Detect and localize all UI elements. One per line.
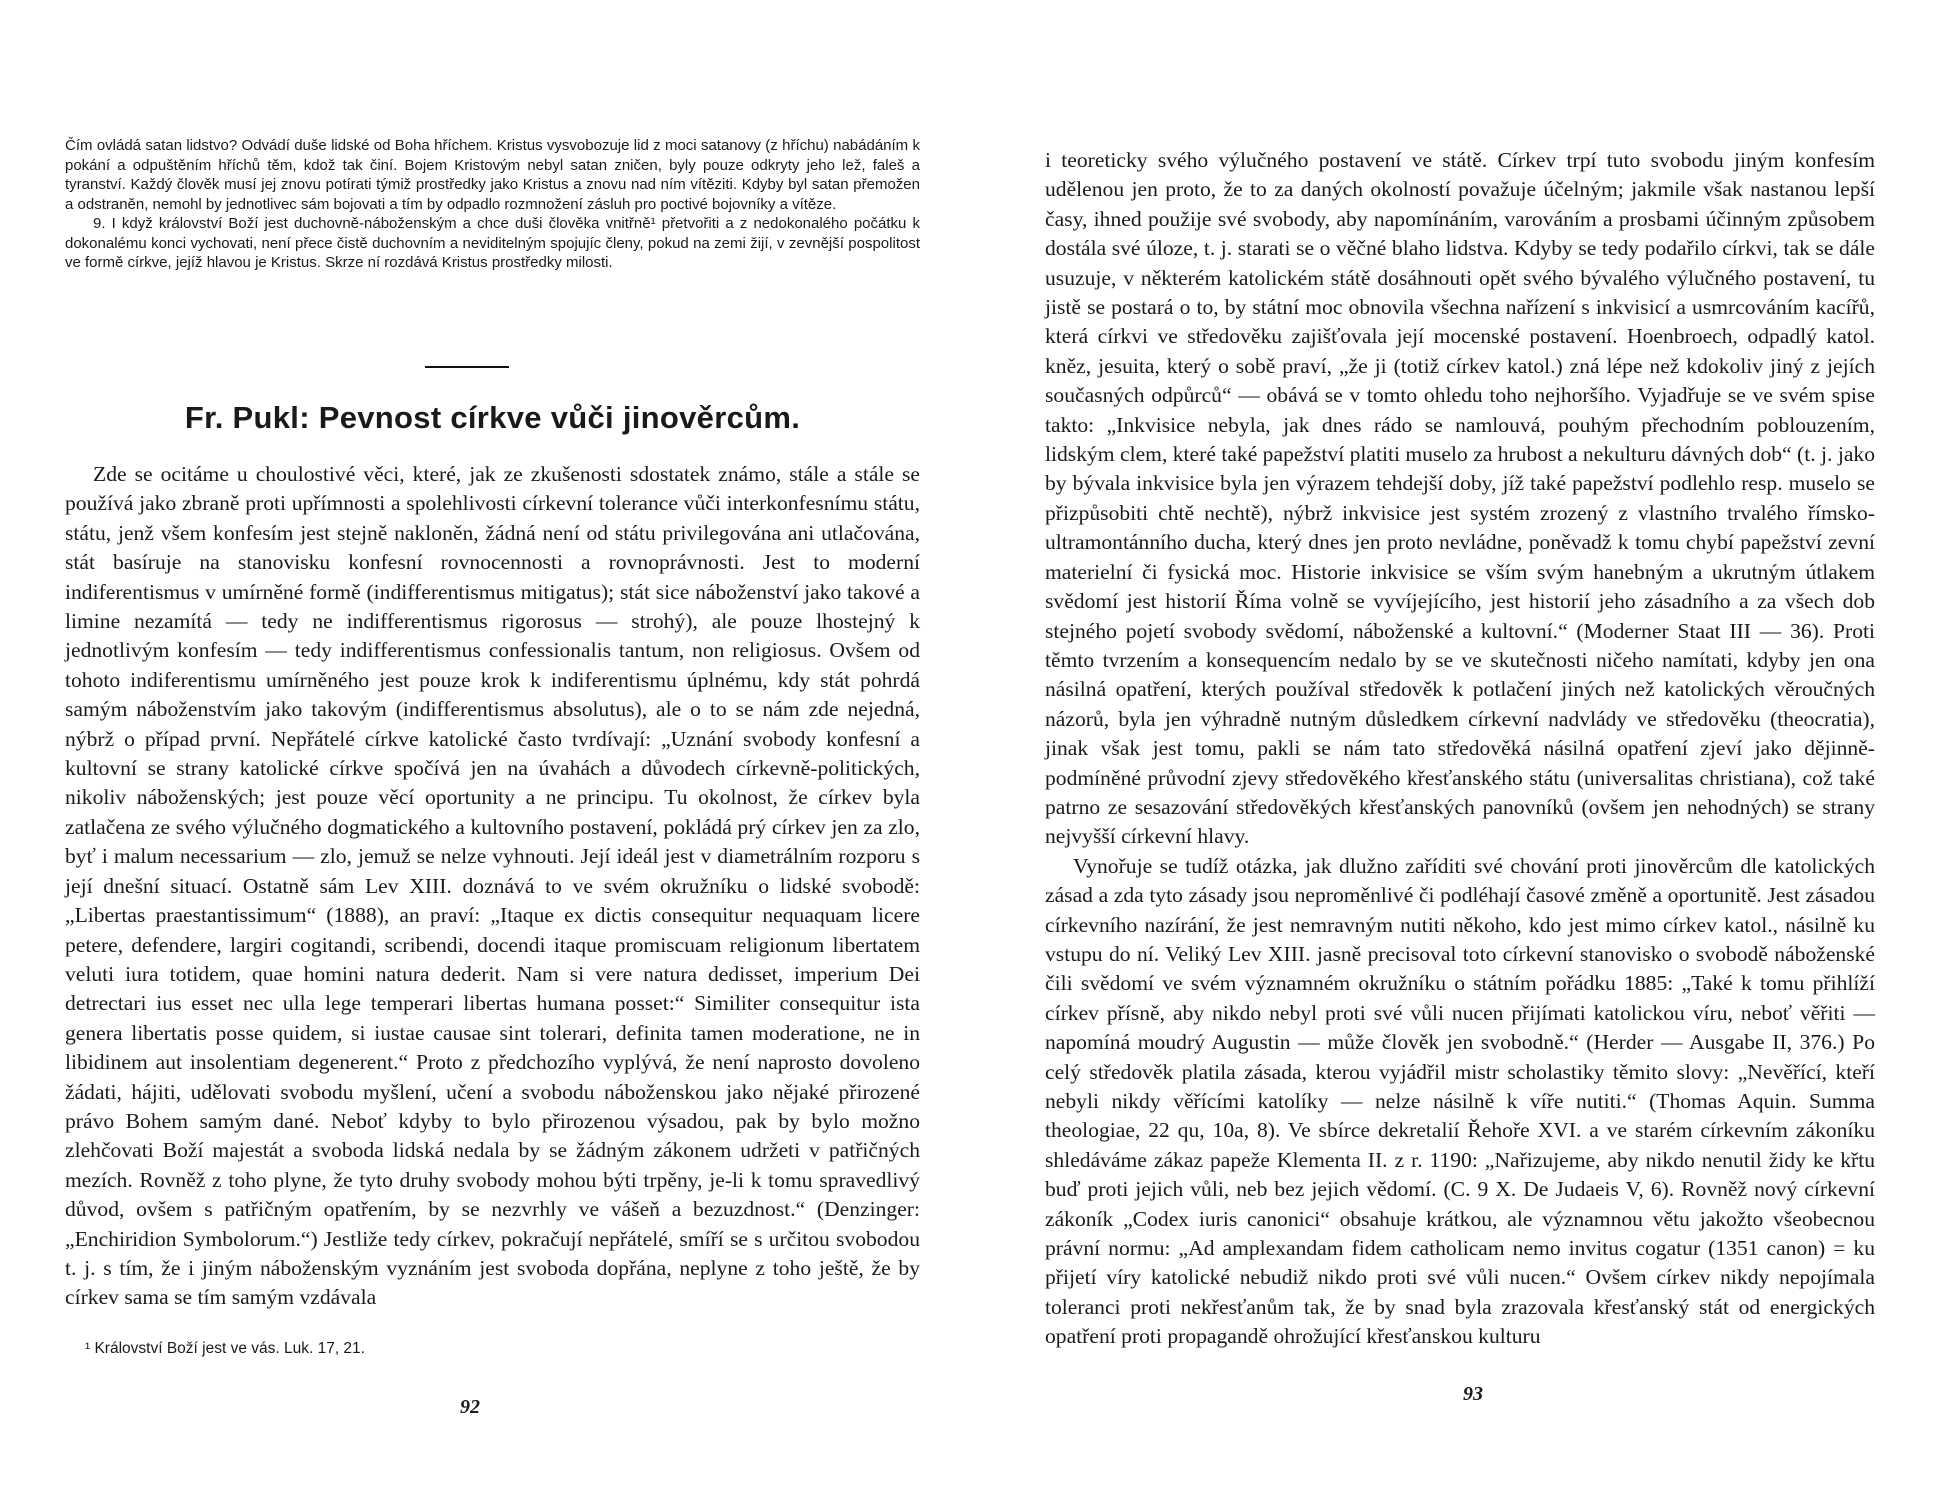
footnote: ¹ Království Boží jest ve vás. Luk. 17, 21. (85, 1340, 365, 1357)
article-title: Fr. Pukl: Pevnost církve vůči jinověrcům. (184, 400, 801, 435)
article-body-left (65, 460, 920, 1313)
body-paragraph: Zde se ocitáme u choulostivé věci, které, jak ze zkušenosti sdostatek známo, stále a stále se používá jako zbraně proti upřímnosti a spolehlivosti církevní tolerance vůči interkonfesnímu státu, státu, jenž všem konfesím jest stejně nakloněn, žádná není od státu privilegována ani utlačována, stát basíruje na stanovisku konfesní rovnocennosti a rovnoprávnosti. Jest to moderní indiferentismus v umírněné formě (indifferentismus mitigatus); stát sice náboženství jako takové a limine nezamítá — tedy ne indifferentismus rigorosus — strohý), ale pouze lhostejný k jednotlivým konfesím — tedy indifferentismus confessionalis tantum, non religiosus. Ovšem od tohoto indiferentismu umírněného jest pouze krok k indiferentismu úplnému, kdy stát pohrdá samým náboženstvím jako takovým (indifferentismus absolutus), ale o to se nám zde nejedná, nýbrž o případ první. Nepřátelé církve katolické často tvrdívají: „Uznání svobody konfesní a kultovní se strany katolické církve spočívá jen na úvahách a důvodech církevně-politických, nikoliv náboženských; jest pouze věcí oportunity a ne principu. Tu okolnost, že církev byla zatlačena ze svého výlučného dogmatického a kultovního postavení, pokládá prý církev jen za zlo, byť i malum necessarium — zlo, jemuž se nelze vyhnouti. Její ideál jest v diametrálním rozporu s její dnešní situací. Ostatně sám Lev XIII. doznává to ve svém okružníku o lidské svobodě: „Libertas praestantissimum“ (1888), an praví: „Itaque ex dictis consequitur nequaquam licere petere, defendere, largiri cogitandi, scribendi, docendi itaque promiscuam religionum libertatem veluti iura totidem, quae homini natura dederit. Nam si vere natura dedisset, imperium Dei detrectari ius esset nec ulla lege temperari libertas humana posset:“ Similiter consequitur ista genera libertatis posse quidem, si iustae causae sint tolerari, definita tamen moderatione, ne in libidinem aut insolentiam degenerent.“ Proto z předchozího vyplývá, že není naprosto dovoleno žádati, hájiti, udělovati svobodu myšlení, učení a svobodu náboženskou jako nějaké přirozené právo Bohem samým dané. Neboť kdyby to bylo přirozenou výsadou, pak by bylo možno zlehčovati Boží majestát a svoboda lidská nedala by se žádným zákonem udržeti v patřičných mezích. Rovněž z toho plyne, že tyto druhy svobody mohou býti trpěny, je-li k tomu spravedlivý důvod, ovšem s patřičným opatřením, by se nezvrhly ve vášeň a bezuzdnost.“ (Denzinger: „Enchiridion Symbolorum.“) Jestliže tedy církev, pokračují nepřátelé, smíří se s určitou svobodou t. j. s tím, že i jiným náboženským vyznáním jest svoboda dopřána, neplyne z toho ještě, že by církev sama se tím samým vzdávala (65, 462, 920, 1310)
notes-paragraph: 9. I když království Boží jest duchovně-náboženským a chce duši člověka vnitřně¹ přetvořiti a z nedokonalého počátku k dokonalému konci vychovati, není přece čistě duchovním a neviditelným spojujíc členy, pokud na zemi žijí, v zevnější pospolitost ve formě církve, jejíž hlavou je Kristus. Skrze ní rozdává Kristus prostředky milosti. (65, 215, 920, 271)
article-body-right (1045, 146, 1875, 1352)
notes-paragraph: Čím ovládá satan lidstvo? Odvádí duše lidské od Boha hříchem. Kristus vysvobozuje lid z moci satanovy (z hříchu) nabádáním k pokání a odpuštěním hříchů těm, kdož tak činí. Bojem Kristovým nebyl satan zničen, byly pouze odkryty jeho lež, faleš a tyranství. Každý člověk musí jej znovu potírati týmiž prostředky jako Kristus a znovu nad ním vítěziti. Kdyby byl satan přemožen a odstraněn, nemohl by jednotlivec sám bojovati a tím by odpadlo rozmnožení zásluh pro poctivé bojovníky a vítěze. (65, 137, 920, 213)
body-paragraph: Vynořuje se tudíž otázka, jak dlužno zaříditi své chování proti jinověrcům dle katolických zásad a zda tyto zásady jsou neproměnlivé či podléhají časové změně a oportunitě. Jest zásadou církevního nazírání, že jest nemravným nutiti někoho, kdo jest mimo církev katol., násilně ku vstupu do ní. Veliký Lev XIII. jasně precisoval toto církevní stanovisko o svobodě náboženské čili svědomí ve svém významném okružníku o státním pořádku 1885: „Také k tomu přihlíží církev přísně, aby nikdo nebyl proti své vůli nucen přijímati katolickou víru, neboť věřiti — napomíná moudrý Augustin — může člověk jen svobodně.“ (Herder — Ausgabe II, 376.) Po celý středověk platila zásada, kterou vyjádřil mistr scholastiky těmito slovy: „Nevěřící, kteří nebyli nikdy věřícími katolíky — nelze násilně k víře nutiti.“ (Thomas Aquin. Summa theologiae, 22 qu, 10a, 8). Ve sbírce dekretalií Řehoře XVI. a ve starém církevním zákoníku shledáváme zákaz papeže Klementa II. z r. 1190: „Nařizujeme, aby nikdo nenutil židy ke křtu buď proti jejich vůli, neb bez jejich vědomí. (C. 9 X. De Judaeis V, 6). Rovněž nový církevní zákoník „Codex iuris canonici“ obsahuje krátkou, ale významnou větu jakožto všeobecnou právní normu: „Ad amplexandam fidem catholicam nemo invitus cogatur (1351 canon) = ku přijetí víry katolické nebudiž nikdo proti své vůli nucen.“ Ovšem církev nikdy nepojímala toleranci proti nekřesťanům tak, že by snad byla zrazovala křesťanský stát od energických opatření proti propagandě ohrožující křesťanskou kulturu (1045, 853, 1875, 1349)
page-number: 93 (1463, 1383, 1483, 1405)
notes-section (65, 136, 920, 273)
body-paragraph: i teoreticky svého výlučného postavení ve státě. Církev trpí tuto svobodu jiným konfesím udělenou jen proto, že to za daných okolností považuje účelným; jakmile však nastanou lepší časy, ihned použije své svobody, aby napomínáním, varováním a prosbami účinným způsobem dostála své úloze, t. j. starati se o věčné blaho lidstva. Kdyby se tedy podařilo církvi, tak se dále usuzuje, v některém katolickém státě dosáhnouti opět svého bývalého výlučného postavení, tu jistě se postará o to, by státní moc obnovila všechna nařízení s inkvisicí a usmrcováním kacířů, která církvi ve středověku zajišťovala její mocenské postavení. Hoenbroech, odpadlý katol. kněz, jesuita, který o sobě praví, „že ji (totiž církev katol.) zná lépe než kdokoliv jiný z jejích současných odpůrců“ — obává se v tomto ohledu toho nejhoršího. Vyjadřuje se ve svém spise takto: „Inkvisice nebyla, jak dnes rádo se namlouvá, pouhým přechodním poblouzením, lidským clem, které také papežství platiti muselo za hrubost a nekulturu dávných dob“ (t. j. jako by bývala inkvisice byla jen výrazem tehdejší doby, jíž také papežství podlehlo resp. muselo se přizpůsobiti chtě nechtě), nýbrž inkvisice jest systém zrozený z vlastního trvalého římsko-ultramontánního ducha, který dnes jen proto nevládne, poněvadž k tomu chybí papežství zevní materielní či fysická moc. Historie inkvisice se vším svým hanebným a ukrutným útlakem svědomí jest historií Říma volně se vyvíjejícího, jest historií jeho zásadního a za všech dob stejného pojetí svobody svědomí, náboženské a kultovní.“ (Moderner Staat III — 36). Proti těmto tvrzením a konsequencím nedalo by se ve skutečnosti ničeho namítati, kdyby jen ona násilná opatření, kterých používal středověk k potlačení jiných než katolických věroučných názorů, byla jen výhradně nutným důsledkem církevní nadvlády ve středověku (theocratia), jinak však jest tomu, pakli se nám tato středověká násilná opatření zjeví jako dějinně-podmíněné průvodní zjevy středověkého křesťanského státu (universalitas christiana), což také patrno ze sesazování středověkých křesťanských panovníků (ovšem jen nehodných) se strany nejvyšší církevní hlavy. (1045, 148, 1875, 849)
section-divider (425, 366, 509, 368)
page-number: 92 (460, 1396, 480, 1418)
